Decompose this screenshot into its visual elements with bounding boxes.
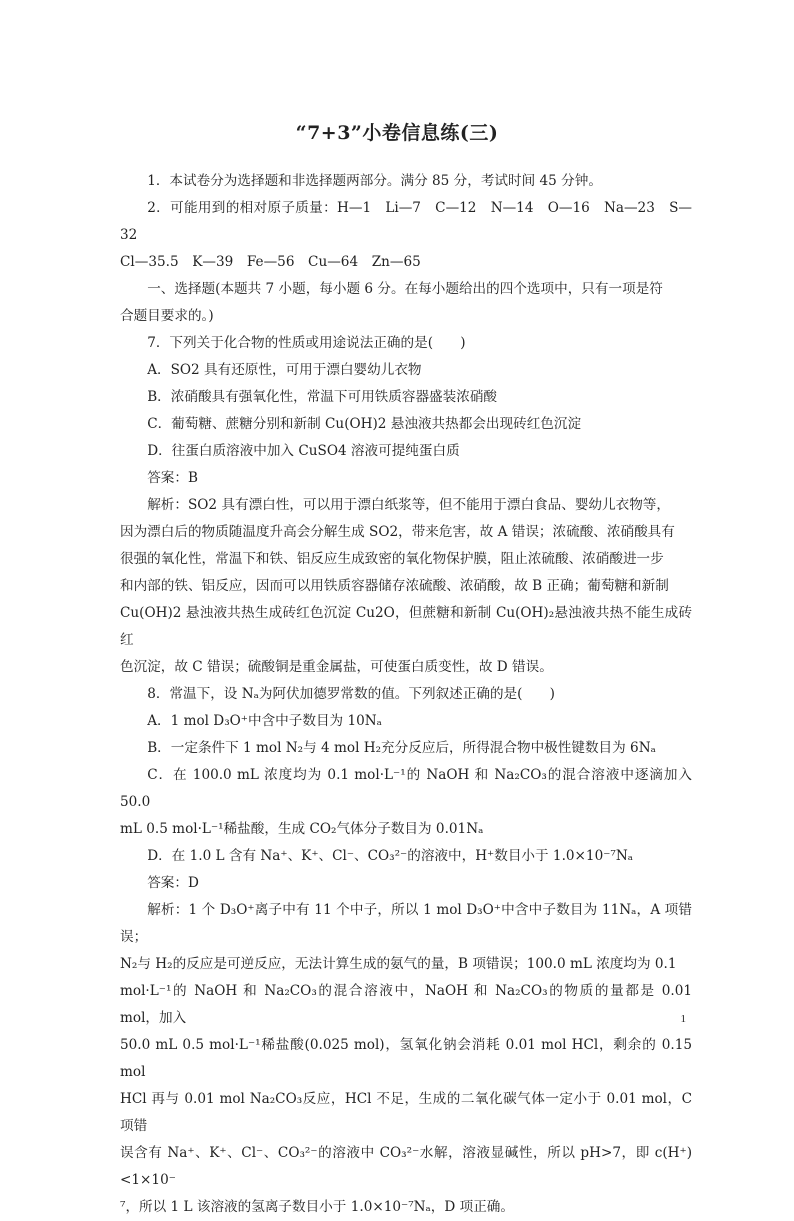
explanation-line: 解析：1 个 D₃O⁺离子中有 11 个中子，所以 1 mol D₃O⁺中含中子数目为 11Nₐ，A 项错误； <box>120 902 692 945</box>
option-b: B．一定条件下 1 mol N₂与 4 mol H₂充分反应后，所得混合物中极性键数目为 6Nₐ <box>147 740 656 756</box>
page-title: “7+3”小卷信息练(三) <box>295 122 499 144</box>
explanation-line: 解析：SO2 具有漂白性，可以用于漂白纸浆等，但不能用于漂白食品、婴幼儿衣物等， <box>147 497 670 513</box>
answer: 答案：D <box>147 875 199 891</box>
option-a: A．SO2 具有还原性，可用于漂白婴幼儿衣物 <box>147 362 422 378</box>
option-c-cont: mL 0.5 mol·L⁻¹稀盐酸，生成 CO₂气体分子数目为 0.01Nₐ <box>120 821 484 837</box>
question-7: 7．下列关于化合物的性质或用途说法正确的是( ) <box>147 335 466 351</box>
page-number: 1 <box>680 1013 686 1025</box>
option-a: A．1 mol D₃O⁺中含中子数目为 10Nₐ <box>147 713 382 729</box>
option-d: D．在 1.0 L 含有 Na⁺、K⁺、Cl⁻、CO₃²⁻的溶液中，H⁺数目小于 1.0×10⁻⁷Nₐ <box>147 848 633 864</box>
option-c: C．葡萄糖、蔗糖分别和新制 Cu(OH)2 悬浊液共热都会出现砖红色沉淀 <box>147 416 582 432</box>
text-line: 2．可能用到的相对原子质量：H—1 Li—7 C—12 N—14 O—16 Na—23 S—32 <box>120 200 692 243</box>
explanation-line: 因为漂白后的物质随温度升高会分解生成 SO2，带来危害，故 A 错误；浓硫酸、浓硝酸具有 <box>120 524 675 540</box>
explanation-line: Cu(OH)2 悬浊液共热生成砖红色沉淀 Cu2O，但蔗糖和新制 Cu(OH)₂悬浊液共热不能生成砖红 <box>120 605 692 648</box>
text-line: Cl—35.5 K—39 Fe—56 Cu—64 Zn—65 <box>120 254 421 270</box>
question-8: 8．常温下，设 Nₐ为阿伏加德罗常数的值。下列叙述正确的是( ) <box>147 686 555 702</box>
explanation-line: 50.0 mL 0.5 mol·L⁻¹稀盐酸(0.025 mol)，氢氧化钠会消耗 0.01 mol HCl，剩余的 0.15 mol <box>120 1037 692 1080</box>
explanation-line: 和内部的铁、铝反应，因而可以用铁质容器储存浓硫酸、浓硝酸，故 B 正确；葡萄糖和新制 <box>120 578 669 594</box>
document-body <box>120 168 692 1221</box>
option-d: D．往蛋白质溶液中加入 CuSO4 溶液可提纯蛋白质 <box>147 443 460 459</box>
explanation-line: mol·L⁻¹的 NaOH 和 Na₂CO₃的混合溶液中，NaOH 和 Na₂CO₃的物质的量都是 0.01 mol，加入 <box>120 983 692 1026</box>
text-line: 1．本试卷分为选择题和非选择题两部分。满分 85 分，考试时间 45 分钟。 <box>147 173 602 189</box>
answer: 答案：B <box>147 470 198 486</box>
option-b: B．浓硝酸具有强氧化性，常温下可用铁质容器盛装浓硝酸 <box>147 389 498 405</box>
explanation-line: ⁷，所以 1 L 该溶液的氢离子数目小于 1.0×10⁻⁷Nₐ，D 项正确。 <box>120 1199 514 1215</box>
explanation-line: 误含有 Na⁺、K⁺、Cl⁻、CO₃²⁻的溶液中 CO₃²⁻水解，溶液显碱性，所以 pH>7，即 c(H⁺)<1×10⁻ <box>120 1145 692 1188</box>
explanation-line: N₂与 H₂的反应是可逆反应，无法计算生成的氨气的量，B 项错误；100.0 mL 浓度均为 0.1 <box>120 956 677 972</box>
option-c: C．在 100.0 mL 浓度均为 0.1 mol·L⁻¹的 NaOH 和 Na₂CO₃的混合溶液中逐滴加入 50.0 <box>120 767 692 810</box>
text-line: 合题目要求的。) <box>120 308 214 324</box>
explanation-line: HCl 再与 0.01 mol Na₂CO₃反应，HCl 不足，生成的二氧化碳气体一定小于 0.01 mol，C 项错 <box>120 1091 692 1134</box>
explanation-line: 很强的氧化性，常温下和铁、铝反应生成致密的氧化物保护膜，阻止浓硫酸、浓硝酸进一步 <box>120 551 664 567</box>
explanation-line: 色沉淀，故 C 错误；硫酸铜是重金属盐，可使蛋白质变性，故 D 错误。 <box>120 659 553 675</box>
text-line: 一、选择题(本题共 7 小题，每小题 6 分。在每小题给出的四个选项中，只有一项是符 <box>147 281 663 297</box>
